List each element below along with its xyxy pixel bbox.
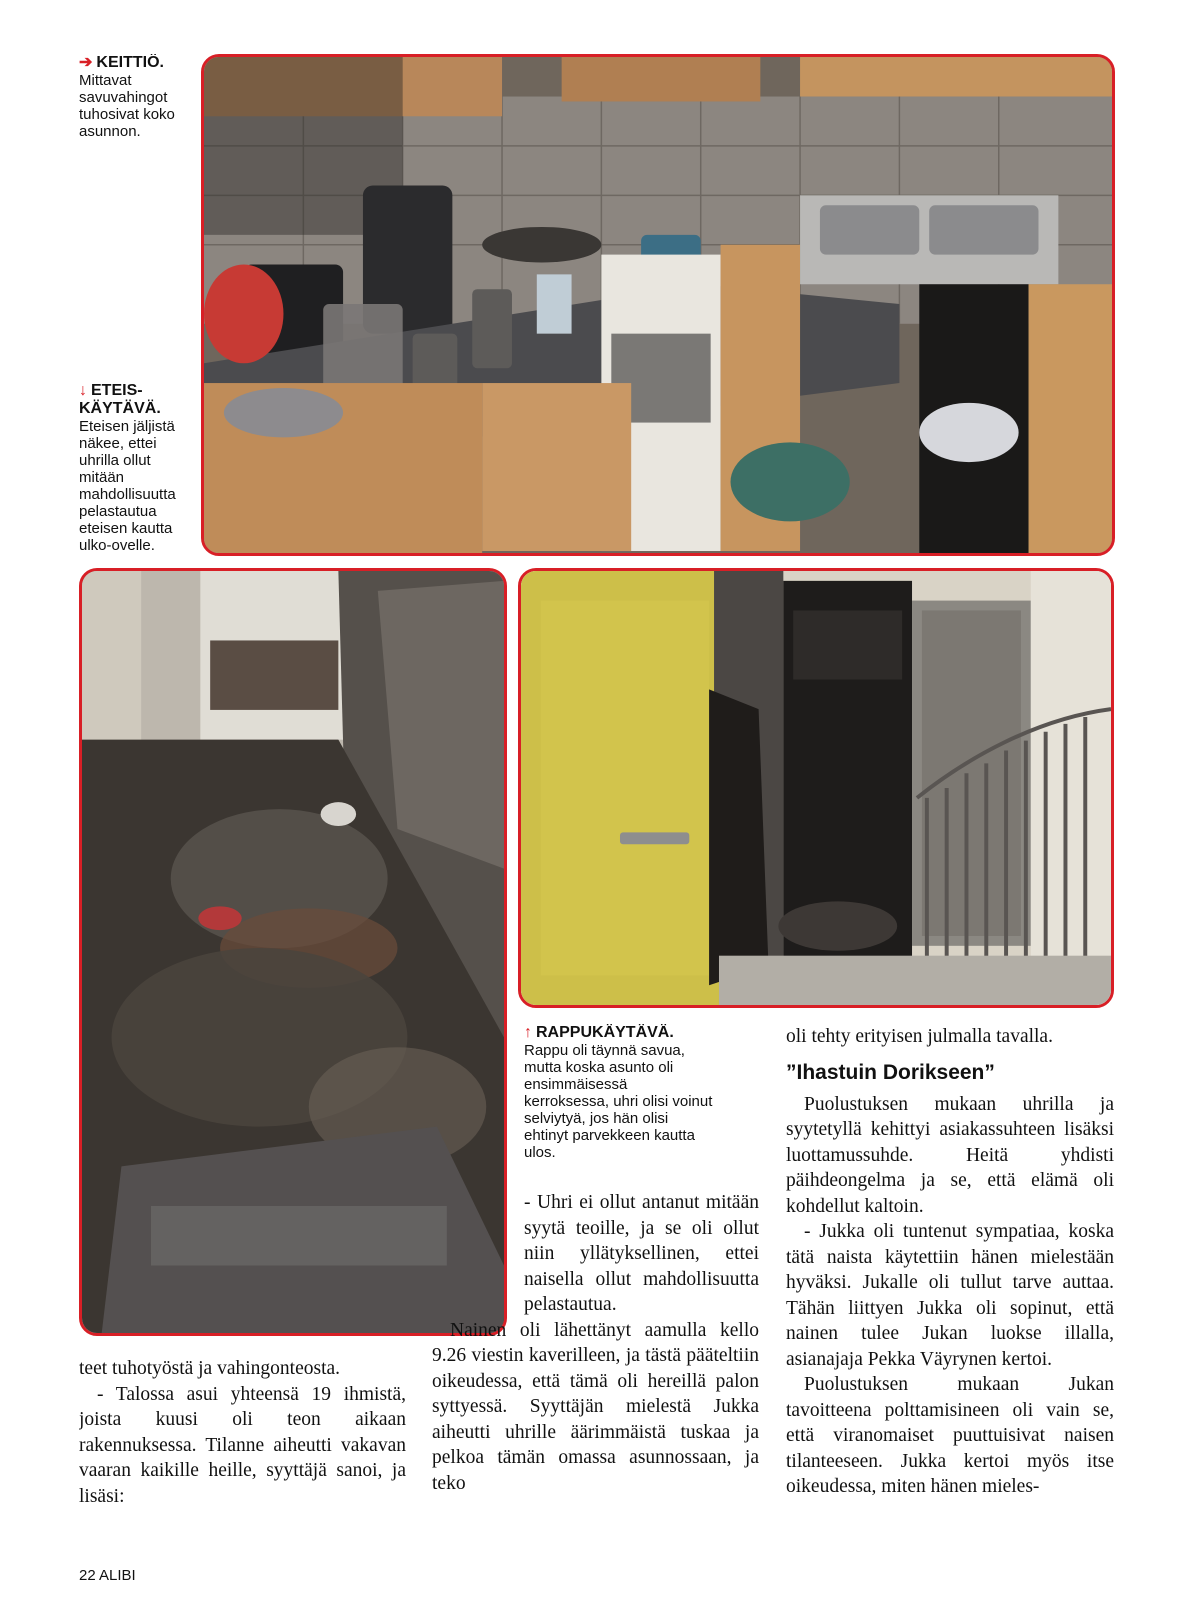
stairwell-illustration xyxy=(521,571,1111,1005)
caption-stairwell xyxy=(524,1024,714,1161)
caption-stairwell-heading: ↑ RAPPUKÄYTÄVÄ. xyxy=(524,1024,674,1041)
caption-kitchen-text: Mittavat savuvahingot tuhosivat koko asunnon. xyxy=(79,72,175,140)
article-paragraph: Puolustuksen mukaan Jukan tavoitteena polttamisineen oli vain se, että viranomaiset puuttuisivat naisen tilanteeseen. Jukka kertoi myös itse oikeudessa, miten hänen mieles- xyxy=(786,1374,1114,1497)
article-paragraph: - Uhri ei ollut antanut mitään syytä teoille, ja se oli ollut niin yllätyksellinen, ettei naisella ollut mahdollisuutta pelastautua. xyxy=(524,1192,759,1315)
kitchen-illustration xyxy=(204,57,1112,553)
caption-kitchen xyxy=(79,54,197,140)
page-number: 22 ALIBI xyxy=(79,1567,136,1584)
article-column-2 xyxy=(432,1190,759,1558)
article-paragraph: - Jukka oli tuntenut sympatiaa, koska tätä naista käytettiin hänen mielestään hyväksi. Jukalle oli tullut tarve auttaa. Tähän liittyen Jukka oli sopinut, että nainen tulee Jukan luokse illalla, asianajaja Pekka Väyrynen kertoi. xyxy=(786,1221,1114,1370)
article-subheading: ”Ihastuin Dorikseen” xyxy=(786,1060,995,1084)
caption-hallway-heading: ↓ ETEIS- KÄYTÄVÄ. xyxy=(79,382,161,417)
article-paragraph: teet tuhotyöstä ja vahingonteosta. xyxy=(79,1358,341,1379)
arrow-right-icon: ➔ xyxy=(79,54,93,71)
article-paragraph: Puolustuksen mukaan uhrilla ja syytetyllä kehittyi asiakassuhteen lisäksi luottamussuhde. Heitä yhdisti päihdeongelma ja se, että elämä oli kohdellut kaltoin. xyxy=(786,1093,1114,1217)
arrow-up-icon: ↑ xyxy=(524,1024,532,1041)
caption-hallway-text: Eteisen jäljistä näkee, ettei uhrilla ollut mitään mahdollisuutta pelastautua eteisen kautta ulko-ovelle. xyxy=(79,418,176,554)
arrow-down-icon: ↓ xyxy=(79,382,87,399)
article-column-3 xyxy=(786,1024,1114,1558)
caption-stairwell-text: Rappu oli täynnä savua, mutta koska asunto oli ensimmäisessä kerroksessa, uhri olisi voinut selviytyä, jos hän olisi ehtinyt parvekkeen kautta ulos. xyxy=(524,1042,713,1161)
article-paragraph: Nainen oli lähettänyt aamulla kello 9.26 viestin kaverilleen, ja tästä pääteltiin oikeudessa, että tämä oli hereillä palon syttyessä. Syyttäjän mielestä Jukka aiheutti uhrille äärimmäistä tuskaa ja pelkoa tämän omassa asunnossaan, ja teko xyxy=(432,1319,759,1494)
caption-kitchen-heading: ➔ KEITTIÖ. xyxy=(79,54,164,71)
burned-stairwell-door-photo xyxy=(518,568,1114,1008)
caption-hallway xyxy=(79,382,197,554)
article-column-1 xyxy=(79,1356,406,1556)
article-paragraph: - Talossa asui yhteensä 19 ihmistä, joista kuusi oli teon aikaan rakennuksessa. Tilanne aiheutti vakavan vaaran kaikille heille, syyttäjä sanoi, ja lisäsi: xyxy=(79,1383,406,1507)
article-paragraph: oli tehty erityisen julmalla tavalla. xyxy=(786,1026,1053,1047)
burned-kitchen-photo xyxy=(201,54,1115,556)
